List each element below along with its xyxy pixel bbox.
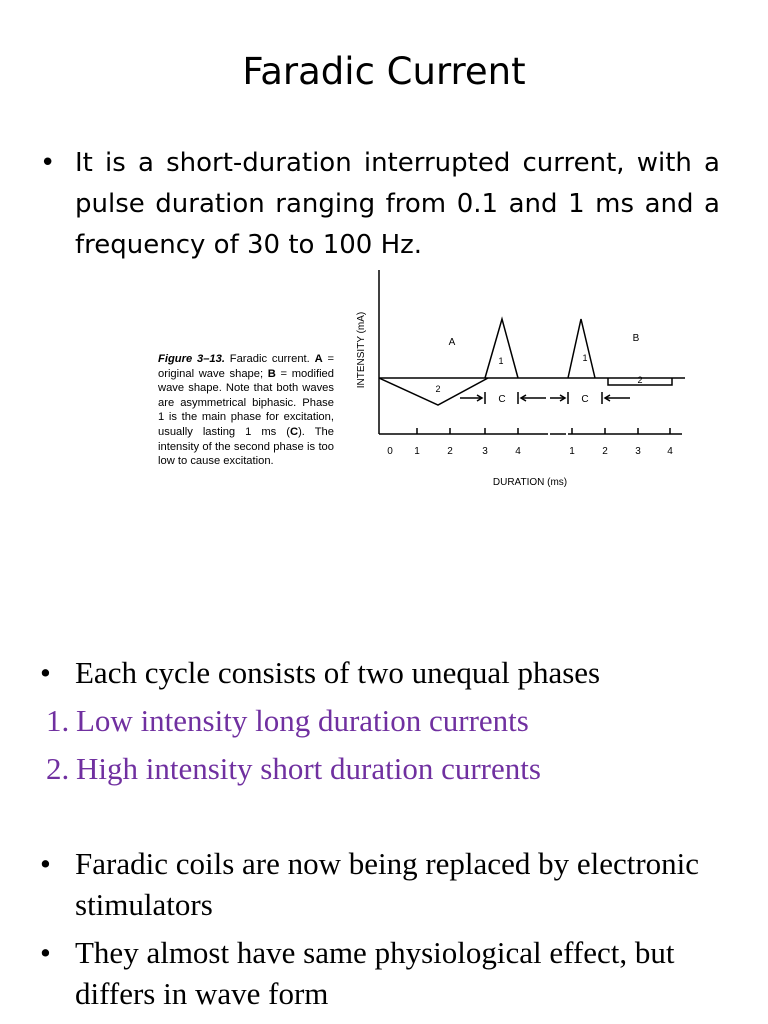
slide-title: Faradic Current	[242, 50, 526, 93]
tick-label: 4	[667, 446, 673, 457]
tick-label: 0	[387, 446, 393, 457]
caption-part: A	[314, 353, 323, 365]
caption-part: ). The intensity of the second phase is too low to cause excitation.	[158, 425, 334, 468]
phase-text: Low intensity long duration currents	[76, 703, 529, 738]
note-item	[40, 932, 740, 1014]
tick-label: 1	[414, 446, 420, 457]
bullet-marker: •	[40, 935, 51, 970]
tick-label: 3	[635, 446, 641, 457]
wave-b-label: B	[632, 333, 640, 344]
caption-part: = original wave shape;	[158, 353, 334, 380]
caption-part: = modified wave shape. Note that both waves are asymmetrical biphasic. Phase 1 is the main phase for excitation, usually lasting 1 ms (	[158, 367, 334, 438]
x-axis-label: DURATION (ms)	[492, 477, 568, 488]
intro-text: It is a short-duration interrupted current, with a pulse duration ranging from 0.1 and 1 ms and a frequency of 30 to 100 Hz.	[75, 148, 720, 260]
phase-label-1: 1	[498, 356, 504, 366]
note-text: Faradic coils are now being replaced by electronic stimulators	[75, 846, 700, 922]
phases-lead-text: Each cycle consists of two unequal phases	[75, 655, 601, 690]
phase-number: 1.	[46, 703, 70, 738]
caption-part: Faradic current.	[224, 353, 315, 365]
c-label: C	[498, 394, 506, 405]
phase-item	[40, 700, 740, 741]
figure-label: Figure 3–13.	[158, 353, 225, 365]
phase-number: 2.	[46, 751, 70, 786]
phase-text: High intensity short duration currents	[76, 751, 541, 786]
wave-a-peak-1	[485, 319, 518, 378]
note-item	[40, 843, 740, 925]
phase-label-2: 2	[637, 375, 643, 385]
phases-section	[40, 652, 740, 789]
phase-label-2: 2	[435, 384, 441, 394]
wave-a-label: A	[448, 337, 456, 348]
caption-part: C	[289, 425, 299, 438]
bullet-marker: •	[40, 846, 51, 881]
wave-a-peak-2	[568, 319, 595, 378]
bullet-marker: •	[40, 655, 51, 690]
caption-part: B	[267, 367, 276, 380]
phase-item	[40, 748, 740, 789]
figure-caption	[158, 352, 334, 469]
tick-label: 2	[602, 446, 608, 457]
wave-a-negative-phase	[379, 378, 488, 405]
tick-label: 4	[515, 446, 521, 457]
phase-label-1: 1	[582, 353, 588, 363]
y-axis-label: INTENSITY (mA)	[356, 311, 367, 389]
tick-label: 3	[482, 446, 488, 457]
phases-lead	[40, 652, 740, 693]
bullet-marker: •	[40, 148, 56, 178]
c-label: C	[581, 394, 589, 405]
tick-label: 2	[447, 446, 453, 457]
note-text: They almost have same physiological effect, but differs in wave form	[75, 935, 675, 1011]
notes-section	[40, 843, 740, 1014]
waveform-diagram	[340, 262, 700, 502]
tick-label: 1	[569, 446, 575, 457]
intro-bullet	[40, 143, 720, 266]
